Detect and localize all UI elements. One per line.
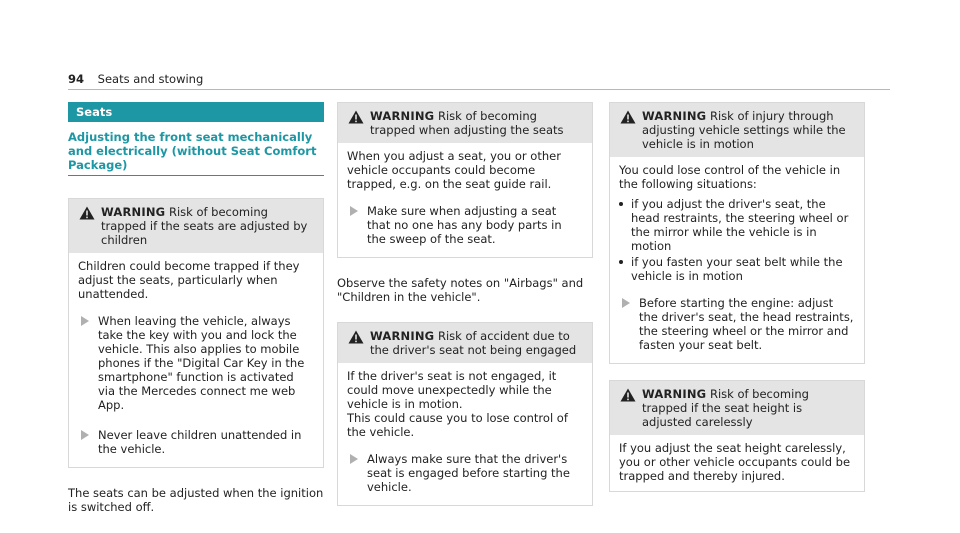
- warning-title: Risk of becoming trapped when adjusting the seats: [370, 109, 564, 137]
- warning-header: [610, 381, 864, 435]
- warning-text: You could lose control of the vehicle in the following situations:: [619, 163, 841, 191]
- warning-box: [337, 102, 593, 258]
- action-step: [78, 425, 314, 459]
- action-arrow-icon: [81, 316, 89, 326]
- warning-title: Risk of becoming trapped if the seat height is adjusted carelessly: [642, 387, 809, 429]
- header-divider: [68, 89, 890, 90]
- warning-text: If you adjust the seat height carelessly, you or other vehicle occupants could be trapped and thereby injured.: [619, 441, 851, 483]
- warning-triangle-icon: [620, 110, 636, 124]
- action-text: Never leave children unattended in the vehicle.: [98, 428, 302, 456]
- subheading: Adjusting the front seat mechanically and electrically (without Seat Comfort Package): [68, 130, 324, 176]
- warning-body: [610, 435, 864, 491]
- page-number: 94: [68, 72, 85, 86]
- list-item: [619, 197, 855, 253]
- column-2: [337, 102, 593, 506]
- action-step: [78, 311, 314, 415]
- warning-label: WARNING: [642, 387, 707, 401]
- list-item: [619, 255, 855, 283]
- column-3: [609, 102, 865, 492]
- warning-triangle-icon: [79, 206, 95, 220]
- warning-text: When you adjust a seat, you or other vehicle occupants could become trapped, e.g. on the seat guide rail.: [347, 149, 561, 191]
- warning-label: WARNING: [101, 205, 166, 219]
- bullet-icon: [619, 202, 623, 206]
- bullet-icon: [619, 260, 623, 264]
- action-step: [347, 201, 583, 249]
- warning-text: This could cause you to lose control of the vehicle.: [347, 411, 568, 439]
- warning-header: [610, 103, 864, 157]
- warning-header: [338, 103, 592, 143]
- page-header: [68, 72, 203, 86]
- warning-header: [338, 323, 592, 363]
- action-arrow-icon: [81, 430, 89, 440]
- warning-box: [609, 102, 865, 364]
- warning-text: If the driver's seat is not engaged, it could move unexpectedly while the vehicle is in motion.: [347, 369, 557, 411]
- warning-box: [68, 198, 324, 468]
- warning-body: [69, 253, 323, 467]
- warning-title: Risk of accident due to the driver's seat not being engaged: [370, 329, 577, 357]
- warning-body: [338, 143, 592, 257]
- action-arrow-icon: [350, 454, 358, 464]
- warning-title: Risk of becoming trapped if the seats are adjusted by children: [101, 205, 308, 247]
- warning-text: Children could become trapped if they adjust the seats, particularly when unattended.: [78, 259, 300, 301]
- body-text: Observe the safety notes on "Airbags" and "Children in the vehicle".: [337, 276, 584, 304]
- action-step: [347, 449, 583, 497]
- warning-header: [69, 199, 323, 253]
- warning-title: Risk of injury through adjusting vehicle settings while the vehicle is in motion: [642, 109, 846, 151]
- bullet-list: [619, 197, 855, 283]
- action-text: When leaving the vehicle, always take the key with you and lock the vehicle. This also applies to mobile phones if the "Digital Car Key in the smartphone" function is activated via the Mercedes connect me web App.: [98, 314, 305, 412]
- action-arrow-icon: [350, 206, 358, 216]
- warning-triangle-icon: [620, 388, 636, 402]
- action-step: [619, 293, 855, 355]
- action-text: Always make sure that the driver's seat is engaged before starting the vehicle.: [367, 452, 570, 494]
- list-item-text: if you fasten your seat belt while the vehicle is in motion: [631, 255, 843, 283]
- warning-label: WARNING: [370, 109, 435, 123]
- action-arrow-icon: [622, 298, 630, 308]
- chapter-title: Seats and stowing: [97, 72, 204, 86]
- warning-label: WARNING: [370, 329, 435, 343]
- warning-triangle-icon: [348, 330, 364, 344]
- warning-triangle-icon: [348, 110, 364, 124]
- action-text: Make sure when adjusting a seat that no one has any body parts in the sweep of the seat.: [367, 204, 562, 246]
- warning-label: WARNING: [642, 109, 707, 123]
- warning-box: [609, 380, 865, 492]
- warning-box: [337, 322, 593, 506]
- warning-body: [338, 363, 592, 505]
- warning-body: [610, 157, 864, 363]
- column-1: [68, 102, 324, 514]
- section-title: Seats: [68, 102, 324, 122]
- body-text: The seats can be adjusted when the ignition is switched off.: [68, 486, 324, 514]
- action-text: Before starting the engine: adjust the driver's seat, the head restraints, the steering wheel or the mirror and fasten your seat belt.: [639, 296, 854, 352]
- list-item-text: if you adjust the driver's seat, the head restraints, the steering wheel or the mirror while the vehicle is in motion: [631, 197, 849, 253]
